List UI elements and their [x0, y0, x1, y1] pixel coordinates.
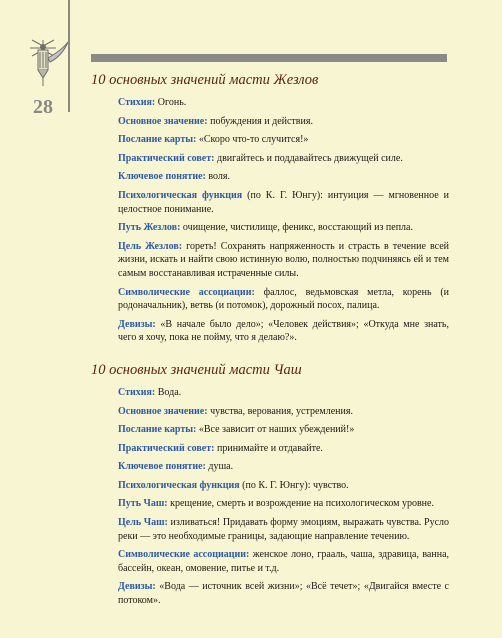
list-item: Стихия: Вода. — [118, 386, 182, 398]
main-content — [91, 71, 449, 613]
list-item: Символические ассоциации: фаллос, ведьмовская метла, корень (и родоначальник), ветвь (и потомок), дорожный посох, палица. — [118, 286, 449, 312]
list-item: Путь Чаш: крещение, смерть и возрождение на психологическом уровне. — [118, 498, 434, 510]
header-bar — [91, 54, 447, 62]
list-item: Ключевое понятие: душа. — [118, 461, 234, 473]
list-item: Практический совет: принимайте и отдавайте. — [118, 442, 323, 454]
list-item: Послание карты: «Скоро что-то случится!» — [118, 134, 309, 146]
lamp-icon — [28, 36, 74, 88]
list-item: Цель Жезлов: гореть! Сохранять напряженность и страсть в течение всей жизни, искать и найти свою истинную волю, полностью подчиняясь ей и тем самым восстанавливая истраченные силы. — [118, 240, 450, 279]
list-item: Практический совет: двигайтесь и поддавайтесь движущей силе. — [118, 152, 403, 164]
list-item: Основное значение: побуждения и действия. — [118, 115, 313, 127]
cups-list — [91, 386, 449, 608]
page-number: 28 — [33, 96, 53, 118]
list-item: Психологическая функция (по К. Г. Юнгу): чувство. — [118, 479, 349, 491]
list-item: Стихия: Огонь. — [118, 97, 187, 108]
section-title-cups: 10 основных значений масти Чаш — [91, 361, 302, 378]
list-item: Основное значение: чувства, верования, устремления. — [118, 405, 353, 417]
list-item: Психологическая функция (по К. Г. Юнгу): интуиция — мгновенное и целостное понимание. — [118, 189, 449, 215]
list-item: Символические ассоциации: женское лоно, грааль, чаша, здравица, ванна, бассейн, океан, омовение, питье и т.д. — [118, 549, 450, 574]
list-item: Девизы: «Вода — источник всей жизни»; «Всё течет»; «Двигайся вместе с потоком». — [118, 581, 449, 607]
list-item: Цель Чаш: изливаться! Придавать форму эмоциям, выражать чувства. Русло реки — это необходимые границы, задающие направление течению. — [118, 517, 449, 542]
section-gap — [91, 350, 449, 361]
list-item: Послание карты: «Все зависит от наших убеждений!» — [118, 424, 355, 436]
wands-list — [91, 96, 449, 345]
list-item: Девизы: «В начале было дело»; «Человек действия»; «Откуда мне знать, чего я хочу, пока не пойму, что я делаю?». — [118, 318, 449, 344]
section-title-wands: 10 основных значений масти Жезлов — [91, 72, 319, 88]
list-item: Ключевое понятие: воля. — [118, 171, 230, 183]
list-item: Путь Жезлов: очищение, чистилище, феникс, восстающий из пепла. — [118, 222, 413, 234]
